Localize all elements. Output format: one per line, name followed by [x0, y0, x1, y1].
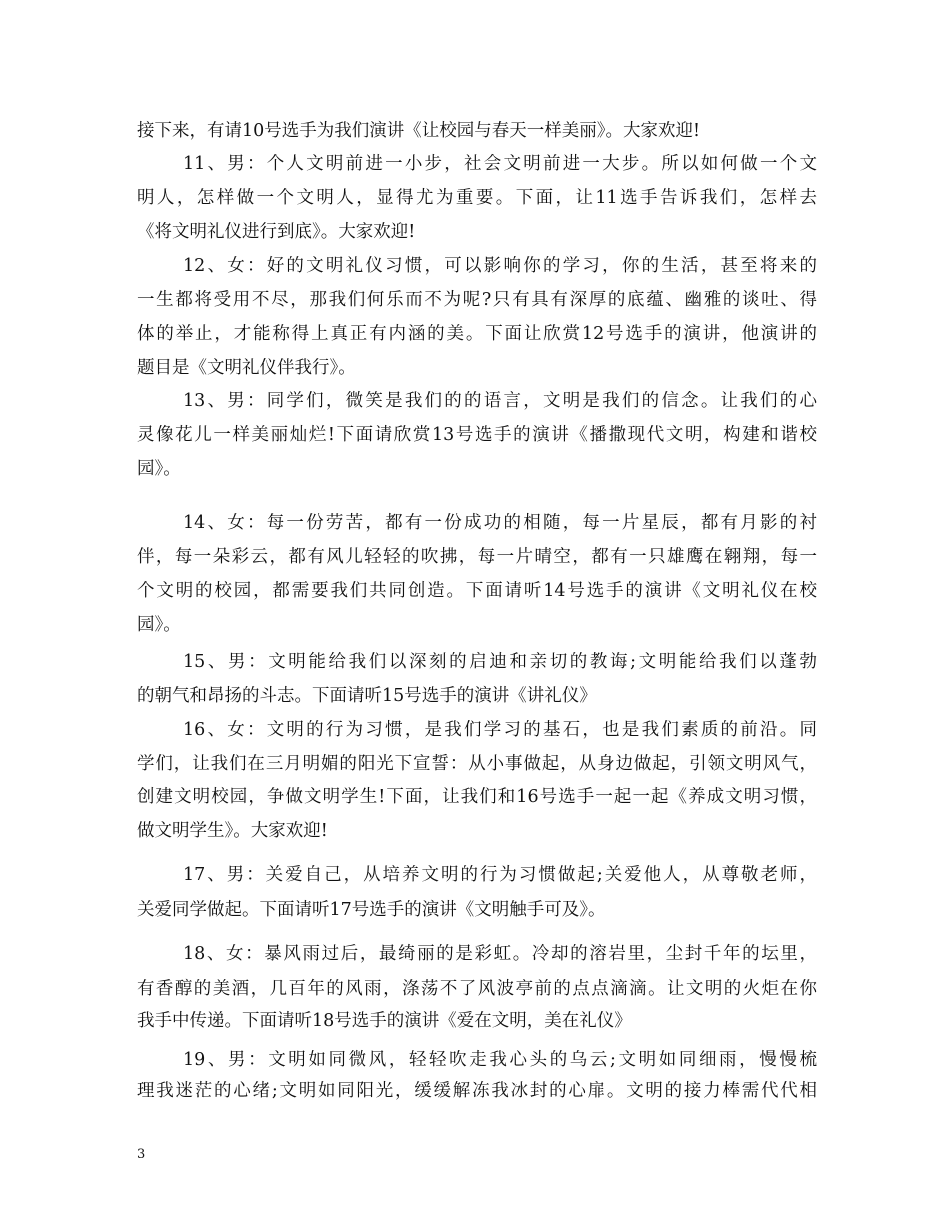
text-line: 明人，怎样做一个文明人，显得尤为重要。下面，让11选手告诉我们，怎样去: [137, 188, 817, 208]
text-line: 体的举止，才能称得上真正有内涵的美。下面让欣赏12号选手的演讲，他演讲的: [137, 324, 817, 344]
paragraph-13-line: 13、男：同学们，微笑是我们的的语言，文明是我们的信念。让我们的心: [183, 391, 817, 411]
text-line: 理我迷茫的心绪;文明如同阳光，缓缓解冻我冰封的心扉。文明的接力棒需代代相: [137, 1081, 817, 1101]
text-line: 的朝气和昂扬的斗志。下面请听15号选手的演讲《讲礼仪》: [137, 686, 597, 706]
paragraph-15-line: 15、男：文明能给我们以深刻的启迪和亲切的教诲;文明能给我们以蓬勃: [183, 652, 817, 672]
text-line: 《将文明礼仪进行到底》。大家欢迎!: [137, 222, 416, 242]
page-number: 3: [137, 1147, 146, 1162]
text-line: 题目是《文明礼仪伴我行》。: [137, 358, 356, 378]
text-line: 接下来，有请10号选手为我们演讲《让校园与春天一样美丽》。大家欢迎!: [137, 121, 701, 141]
text-line: 园》。: [137, 459, 181, 479]
paragraph-14-line: 14、女：每一份劳苦，都有一份成功的相随，每一片星辰，都有月影的衬: [183, 513, 817, 533]
paragraph-12-line: 12、女：好的文明礼仪习惯，可以影响你的学习，你的生活，甚至将来的: [183, 256, 817, 276]
text-line: 做文明学生》。大家欢迎!: [137, 821, 328, 841]
text-line: 园》。: [137, 615, 181, 635]
paragraph-18-line: 18、女：暴风雨过后，最绮丽的是彩虹。冷却的溶岩里，尘封千年的坛里，: [183, 944, 817, 964]
paragraph-17-line: 17、男：关爱自己，从培养文明的行为习惯做起;关爱他人，从尊敬老师，: [183, 865, 817, 885]
text-line: 我手中传递。下面请听18号选手的演讲《爱在文明，美在礼仪》: [137, 1011, 632, 1031]
text-line: 伴，每一朵彩云，都有风儿轻轻的吹拂，每一片晴空，都有一只雄鹰在翱翔，每一: [137, 547, 817, 567]
text-line: 一生都将受用不尽，那我们何乐而不为呢?只有具有深厚的底蕴、幽雅的谈吐、得: [137, 290, 817, 310]
text-line: 有香醇的美酒，几百年的风雨，涤荡不了风波亭前的点点滴滴。让文明的火炬在你: [137, 979, 817, 999]
text-line: 关爱同学做起。下面请听17号选手的演讲《文明触手可及》。: [137, 900, 606, 920]
text-line: 学们，让我们在三月明媚的阳光下宣誓：从小事做起，从身边做起，引领文明风气，: [137, 754, 817, 774]
text-line: 个文明的校园，都需要我们共同创造。下面请听14号选手的演讲《文明礼仪在校: [137, 581, 817, 601]
text-line: 灵像花儿一样美丽灿烂!下面请欣赏13号选手的演讲《播撒现代文明，构建和谐校: [137, 425, 817, 445]
paragraph-11-line: 11、男：个人文明前进一小步，社会文明前进一大步。所以如何做一个文: [183, 154, 817, 174]
text-line: 创建文明校园，争做文明学生!下面，让我们和16号选手一起一起《养成文明习惯，: [137, 787, 817, 807]
paragraph-19-line: 19、男：文明如同微风，轻轻吹走我心头的乌云;文明如同细雨，慢慢梳: [183, 1050, 817, 1070]
paragraph-16-line: 16、女：文明的行为习惯，是我们学习的基石，也是我们素质的前沿。同: [183, 720, 817, 740]
